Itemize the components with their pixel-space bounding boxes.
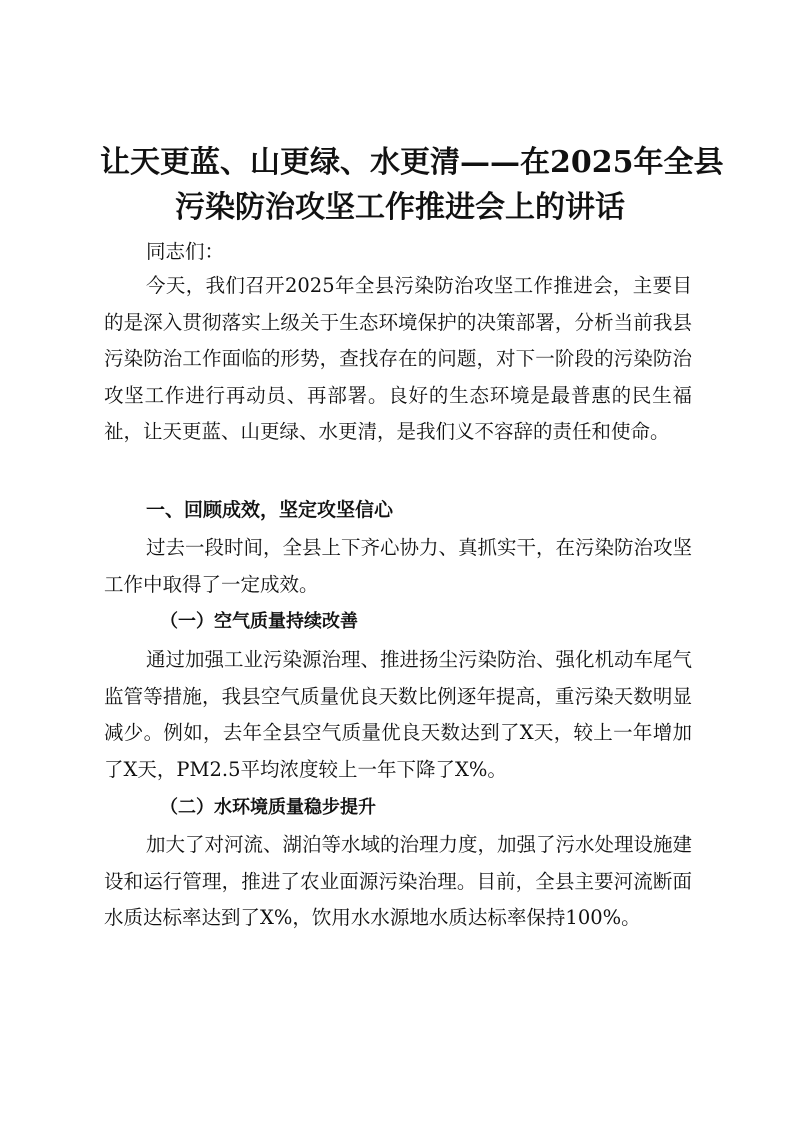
salutation: 同志们：: [146, 240, 225, 263]
subsection-2-paragraph: 加大了对河流、湖泊等水域的治理力度，加强了污水处理设施建设和运行管理，推进了农业面源污染治理。目前，全县主要河流断面水质达标率达到了X%，饮用水水源地水质达标率保持100%。: [104, 833, 693, 929]
document-title-line-2: 污染防治攻坚工作推进会上的讲话: [175, 190, 625, 225]
subsection-1-paragraph: 通过加强工业污染源治理、推进扬尘污染防治、强化机动车尾气监管等措施，我县空气质量优良天数比例逐年提高，重污染天数明显减少。例如，去年全县空气质量优良天数达到了X天，较上一年增加了X天，PM2.5平均浓度较上一年下降了X%。: [104, 648, 693, 781]
subsection-2-heading: （二）水环境质量稳步提升: [160, 797, 376, 818]
section-1-heading: 一、回顾成效，坚定攻坚信心: [146, 499, 394, 521]
intro-paragraph: 今天，我们召开2025年全县污染防治攻坚工作推进会，主要目的是深入贯彻落实上级关于生态环境保护的决策部署，分析当前我县污染防治工作面临的形势，查找存在的问题，对下一阶段的污染防治攻坚工作进行再动员、再部署。良好的生态环境是最普惠的民生福祉，让天更蓝、山更绿、水更清，是我们义不容辞的责任和使命。: [104, 274, 692, 443]
document-title-line-1: 让天更蓝、山更绿、水更清——在2025年全县: [100, 145, 724, 180]
section-1-paragraph: 过去一段时间，全县上下齐心协力、真抓实干，在污染防治攻坚工作中取得了一定成效。: [104, 536, 693, 596]
subsection-1-heading: （一）空气质量持续改善: [160, 611, 358, 632]
